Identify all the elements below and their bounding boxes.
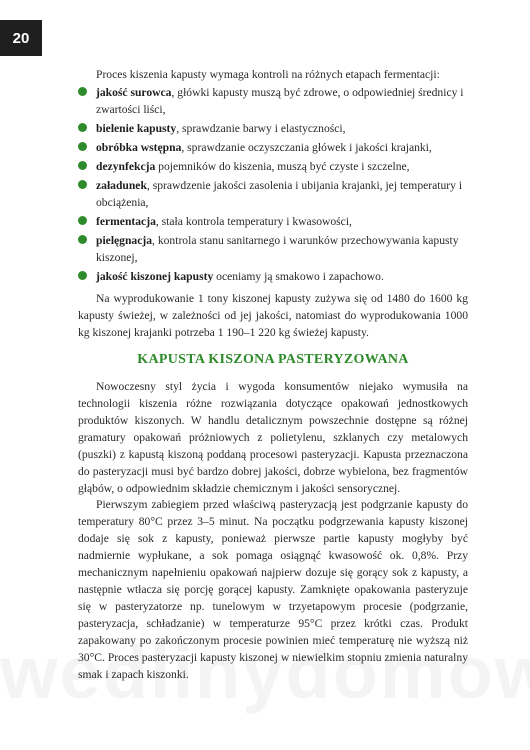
bullet-dot-icon: [78, 161, 87, 170]
list-item: [78, 120, 468, 137]
list-item: [78, 158, 468, 175]
bullet-term: jakość surowca: [96, 86, 172, 99]
intro-text: Proces kiszenia kapusty wymaga kontroli na różnych etapach fermentacji:: [96, 68, 440, 81]
bullet-dot-icon: [78, 271, 87, 280]
section-title: KAPUSTA KISZONA PASTERYZOWANA: [137, 352, 409, 367]
list-item: [78, 268, 468, 285]
bullet-text: , stała kontrola temperatury i kwasowości,: [155, 215, 352, 228]
bullet-text: , kontrola stanu sanitarnego i warunków przechowywania kapusty kiszonej,: [96, 234, 459, 264]
body-paragraph: Nowoczesny styl życia i wygoda konsumentów niejako wymusiła na technologii kiszenia różne rozwiązania dotyczące opakowań jednostkowych produktów kiszonych. W handlu detalicznym powszechnie dostępne są różnej gramatury opakowań próżniowych z polietylenu, szklanych czy metalowych (puszki) z kapustą kiszoną poddaną procesowi pasteryzacji. Kapusta przeznaczona do pasteryzacji musi być bardzo dobrej jakości, dobrze wybielona, bez fragmentów głąbów, o odpowiednim składzie chemicznym i jakości sensorycznej.: [78, 380, 468, 495]
bullet-dot-icon: [78, 216, 87, 225]
fermentation-control-list: [78, 84, 468, 287]
list-item: [78, 177, 468, 211]
bullet-term: fermentacja: [96, 215, 156, 228]
page-number: 20: [0, 20, 42, 56]
bullet-text: , sprawdzenie jakości zasolenia i ubijania krajanki, jej temperatury i obciążenia,: [96, 179, 463, 209]
bullet-term: załadunek: [96, 179, 147, 192]
bullet-text: pojemników do kiszenia, muszą być czyste i szczelne,: [155, 160, 410, 173]
bullet-dot-icon: [78, 123, 87, 132]
bullet-dot-icon: [78, 87, 87, 96]
bullet-term: dezynfekcja: [96, 160, 156, 173]
yield-paragraph: Na wyprodukowanie 1 tony kiszonej kapusty zużywa się od 1480 do 1600 kg kapusty świeżej, w zależności od jej jakości, natomiast do wyprodukowania 1000 kg kiszonej krajanki potrzeba 1 190–1 220 kg świeżej kapusty.: [78, 292, 468, 339]
bullet-text: , sprawdzanie barwy i elastyczności,: [176, 122, 346, 135]
bullet-text: , główki kapusty muszą być zdrowe, o odpowiedniej średnicy i zwartości liści,: [96, 86, 464, 116]
list-item: [78, 232, 468, 266]
list-item: [78, 213, 468, 230]
bullet-term: jakość kiszonej kapusty: [96, 270, 214, 283]
list-item: [78, 139, 468, 156]
bullet-term: pielęgnacja: [96, 234, 153, 247]
body-paragraph: Pierwszym zabiegiem przed właściwą pasteryzacją jest podgrzanie kapusty do temperatury 80°C przez 3–5 minut. Na początku podgrzewania kapusty kiszonej dodaje się sok z kapusty, ponieważ pierwsze partie kapusty mogłyby być nadmiernie wypłukane, a sok pomaga osiągnąć kwasowość ok. 0,8%. Przy mechanicznym napełnieniu opakowań najpierw dozuje się gorący sok z kapusty, a następnie wtłacza się porcję gorącej kapusty. Zamknięte opakowania pasteryzuje się w pasteryzatorze np. tunelowym w trzyetapowym procesie (podgrzanie, pasteryzacja, schładzanie) w temperaturze 95°C przez krótki czas. Produkt zapakowany po zakończonym procesie powinien mieć temperaturę nie wyższą niż 30°C. Proces pasteryzacji kapusty kiszonej w niewielkim stopniu zmienia naturalny smak i zapach kiszonki.: [78, 498, 468, 681]
bullet-dot-icon: [78, 180, 87, 189]
bullet-dot-icon: [78, 235, 87, 244]
bullet-term: obróbka wstępna: [96, 141, 182, 154]
bullet-dot-icon: [78, 142, 87, 151]
bullet-term: bielenie kapusty: [96, 122, 177, 135]
bullet-text: oceniamy ją smakowo i zapachowo.: [213, 270, 384, 283]
list-item: [78, 84, 468, 118]
bullet-text: , sprawdzanie oczyszczania główek i jakości krajanki,: [181, 141, 432, 154]
